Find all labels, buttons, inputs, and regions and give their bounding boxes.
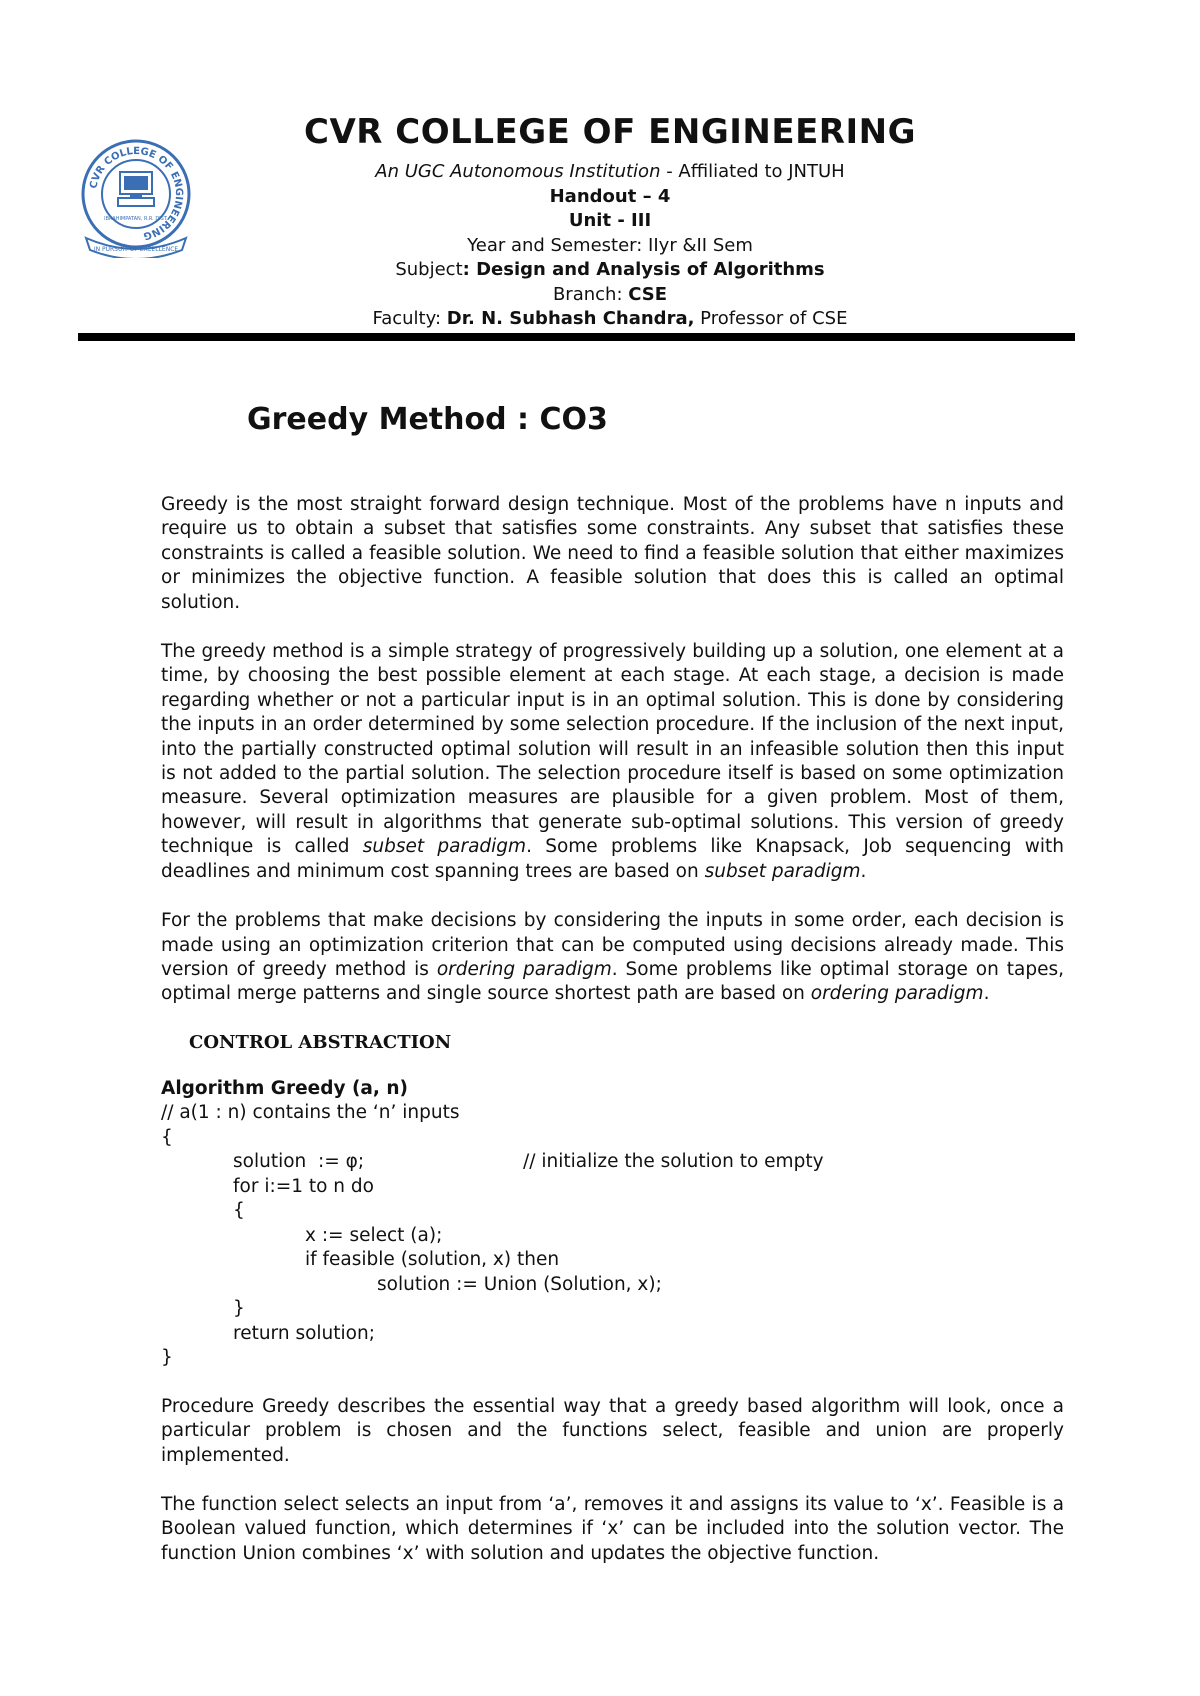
procedure-paragraph: Procedure Greedy describes the essential way that a greedy based algorithm will look, once a particular problem is chosen and the functions select, feasible and union are properly implemented. xyxy=(161,1395,1064,1466)
ordering-paradigm-paragraph: For the problems that make decisions by considering the inputs in some order, each decision is made using an optimization criterion that can be computed using decisions already made. This version of greedy method is ordering paradigm. Some problems like optimal storage on tapes, optimal merge patterns and single source shortest path are based on ordering paradigm. xyxy=(161,910,1064,1005)
affiliation-text: - Affiliated to JNTUH xyxy=(660,161,845,182)
control-abstraction-heading: CONTROL ABSTRACTION xyxy=(189,1031,452,1053)
subject-label: Subject xyxy=(395,259,463,280)
branch-label: Branch: xyxy=(552,283,629,305)
subject-line xyxy=(290,258,930,283)
subset-paradigm-paragraph: The greedy method is a simple strategy of progressively building up a solution, one element at a time, by choosing the best possible element at each stage. At each stage, a decision is made regarding whether or not a particular input is in an optimal solution. This is done by considering the inputs in an order determined by some selection procedure. If the inclusion of the next input, into the partially constructed optimal solution will result in an infeasible solution then this input is not added to the partial solution. The selection procedure itself is based on some optimization measure. Several optimization measures are plausible for a given problem. Most of them, however, will result in algorithms that generate sub-optimal solutions. This version of greedy technique is called subset paradigm. Some problems like Knapsack, Job sequencing with deadlines and minimum cost spanning trees are based on subset paradigm. xyxy=(161,641,1065,882)
subset-paradigm-term: subset paradigm xyxy=(704,860,861,882)
code-line: solution := φ; xyxy=(233,1151,365,1173)
institution-line xyxy=(290,160,930,185)
unit-number: Unit - III xyxy=(568,210,652,231)
code-line-with-comment xyxy=(161,1150,1064,1175)
year-label: Year and Semester: xyxy=(467,234,649,256)
branch-value: CSE xyxy=(628,283,668,305)
faculty-title: Professor of CSE xyxy=(694,308,848,329)
intro-paragraph: Greedy is the most straight forward design technique. Most of the problems have n inputs and require us to obtain a subset that satisfies some constraints. Any subset that satisfies these constraints is called a feasible solution. We need to find a feasible solution that either maximizes or minimizes the objective function. A feasible solution that does this is called an optimal solution. xyxy=(161,494,1064,613)
code-line: { xyxy=(233,1200,245,1222)
ordering-paradigm-term: ordering paradigm xyxy=(436,958,612,980)
code-line: } xyxy=(233,1298,245,1320)
handout-number: Handout – 4 xyxy=(549,185,671,207)
code-line: for i:=1 to n do xyxy=(233,1175,374,1197)
logo-place-text: IBRAHIMPATAN, R.R. DIST. xyxy=(104,216,168,222)
header-divider xyxy=(78,333,1075,341)
document-header xyxy=(290,112,930,332)
year-value: IIyr &II Sem xyxy=(648,234,753,256)
institution-text: An UGC Autonomous Institution xyxy=(375,161,661,182)
functions-paragraph: The function select selects an input from ‘a’, removes it and assigns its value to ‘x’. Feasible is a Boolean valued function, which determines if ‘x’ can be included into the solution vector. The function Union combines ‘x’ with solution and updates the objective function. xyxy=(161,1493,1064,1564)
college-logo xyxy=(78,134,194,258)
year-semester-line xyxy=(290,234,930,259)
code-comment: // initialize the solution to empty xyxy=(523,1151,824,1173)
code-line: return solution; xyxy=(233,1322,375,1344)
algorithm-title: Algorithm Greedy (a, n) xyxy=(161,1077,408,1099)
code-line: { xyxy=(161,1126,173,1148)
code-line: solution := Union (Solution, x); xyxy=(377,1273,662,1295)
code-line: } xyxy=(161,1347,173,1369)
code-line: // a(1 : n) contains the ‘n’ inputs xyxy=(161,1102,460,1124)
subset-paradigm-term: subset paradigm xyxy=(362,836,527,858)
branch-line xyxy=(290,283,930,308)
page-title: Greedy Method : CO3 xyxy=(247,402,608,437)
faculty-line xyxy=(290,307,930,332)
algorithm-block xyxy=(161,1077,1064,1371)
code-line: x := select (a); xyxy=(305,1224,443,1246)
code-line: if feasible (solution, x) then xyxy=(305,1249,560,1271)
subject-value: : Design and Analysis of Algorithms xyxy=(462,259,825,280)
college-name: CVR COLLEGE OF ENGINEERING xyxy=(304,112,916,152)
logo-motto: IN PURSUIT OF EXCELLENCE xyxy=(93,246,179,253)
ordering-paradigm-term: ordering paradigm xyxy=(810,983,984,1005)
logo-ring-text: CVR COLLEGE OF ENGINEERING xyxy=(88,145,185,242)
faculty-label: Faculty: xyxy=(372,308,447,329)
faculty-name: Dr. N. Subhash Chandra, xyxy=(446,308,695,329)
document-body xyxy=(161,493,1064,1591)
